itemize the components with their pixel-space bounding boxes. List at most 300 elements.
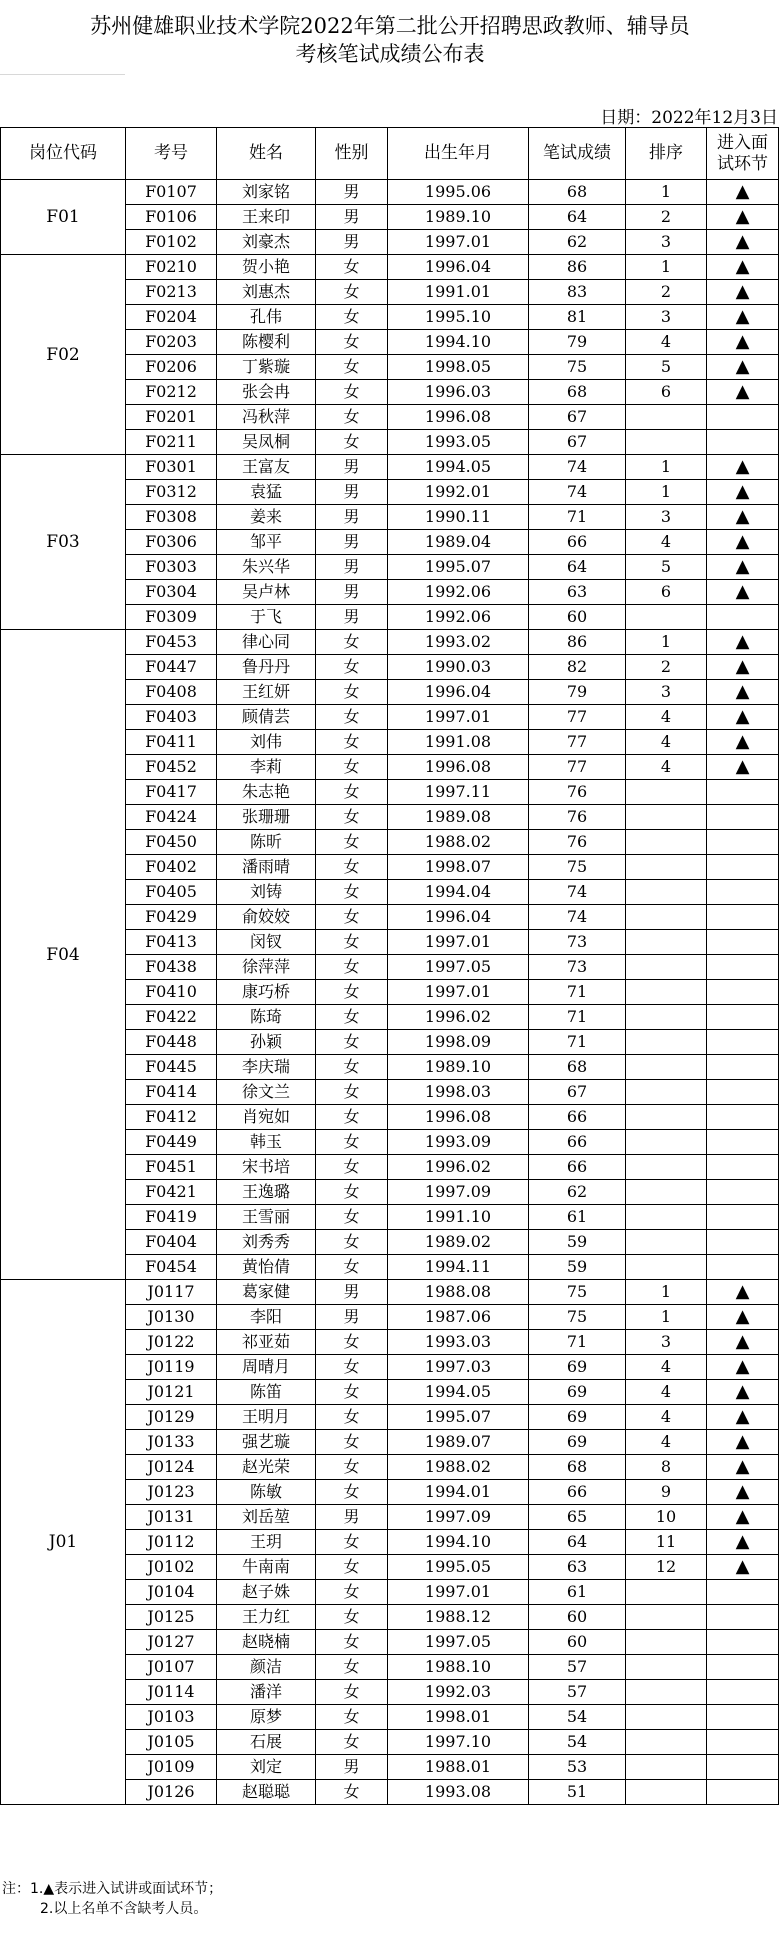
written-score-cell: 51 [529, 1780, 626, 1805]
written-score-cell: 57 [529, 1680, 626, 1705]
rank-cell: 3 [626, 230, 707, 255]
birth-date-cell: 1996.03 [388, 380, 529, 405]
name-cell: 赵晓楠 [217, 1630, 316, 1655]
exam-number-cell: F0422 [126, 1005, 217, 1030]
rank-cell [626, 1055, 707, 1080]
rank-cell [626, 1655, 707, 1680]
rank-cell [626, 1255, 707, 1280]
gender-cell: 女 [316, 780, 388, 805]
gender-cell: 女 [316, 1380, 388, 1405]
rank-cell: 4 [626, 1380, 707, 1405]
interview-mark-cell [707, 280, 779, 305]
gender-cell: 女 [316, 1330, 388, 1355]
rank-cell [626, 1605, 707, 1630]
rank-cell: 1 [626, 480, 707, 505]
gender-cell: 女 [316, 980, 388, 1005]
birth-date-cell: 1993.02 [388, 630, 529, 655]
name-cell: 孔伟 [217, 305, 316, 330]
name-cell: 李莉 [217, 755, 316, 780]
rank-cell: 4 [626, 755, 707, 780]
interview-mark-cell [707, 1430, 779, 1455]
interview-mark-cell [707, 655, 779, 680]
gender-cell: 女 [316, 680, 388, 705]
name-cell: 律心同 [217, 630, 316, 655]
gender-cell: 女 [316, 1230, 388, 1255]
exam-number-cell: F0453 [126, 630, 217, 655]
birth-date-cell: 1996.04 [388, 905, 529, 930]
triangle-icon: ▲ [735, 1381, 750, 1402]
triangle-icon: ▲ [735, 1531, 750, 1552]
birth-date-cell: 1993.05 [388, 430, 529, 455]
birth-date-cell: 1997.10 [388, 1730, 529, 1755]
notes [2, 1879, 222, 1919]
name-cell: 朱志艳 [217, 780, 316, 805]
triangle-icon: ▲ [735, 656, 750, 677]
gender-cell: 女 [316, 1630, 388, 1655]
interview-mark-cell [707, 1005, 779, 1030]
interview-mark-cell [707, 1555, 779, 1580]
rank-cell: 2 [626, 280, 707, 305]
written-score-cell: 71 [529, 1030, 626, 1055]
interview-mark-cell [707, 430, 779, 455]
rank-cell: 1 [626, 255, 707, 280]
written-score-cell: 69 [529, 1430, 626, 1455]
written-score-cell: 81 [529, 305, 626, 330]
interview-mark-cell [707, 455, 779, 480]
birth-date-cell: 1991.10 [388, 1205, 529, 1230]
gender-cell: 女 [316, 1355, 388, 1380]
name-cell: 顾倩芸 [217, 705, 316, 730]
triangle-icon: ▲ [735, 1356, 750, 1377]
birth-date-cell: 1997.01 [388, 980, 529, 1005]
interview-mark-cell [707, 730, 779, 755]
rank-cell [626, 1180, 707, 1205]
rank-cell [626, 805, 707, 830]
rank-cell: 12 [626, 1555, 707, 1580]
triangle-icon: ▲ [735, 1306, 750, 1327]
interview-mark-cell [707, 1130, 779, 1155]
written-score-cell: 73 [529, 955, 626, 980]
rank-cell: 8 [626, 1455, 707, 1480]
gender-cell: 女 [316, 1255, 388, 1280]
name-cell: 康巧桥 [217, 980, 316, 1005]
exam-number-cell: F0201 [126, 405, 217, 430]
table-row [1, 630, 779, 655]
exam-number-cell: F0308 [126, 505, 217, 530]
header-exam-number: 考号 [126, 128, 217, 180]
name-cell: 黄怡倩 [217, 1255, 316, 1280]
interview-mark-cell [707, 930, 779, 955]
exam-number-cell: J0107 [126, 1655, 217, 1680]
written-score-cell: 67 [529, 1080, 626, 1105]
written-score-cell: 62 [529, 230, 626, 255]
birth-date-cell: 1988.08 [388, 1280, 529, 1305]
interview-mark-cell [707, 205, 779, 230]
exam-number-cell: F0102 [126, 230, 217, 255]
written-score-cell: 60 [529, 1605, 626, 1630]
written-score-cell: 69 [529, 1405, 626, 1430]
written-score-cell: 68 [529, 380, 626, 405]
written-score-cell: 59 [529, 1230, 626, 1255]
exam-number-cell: J0119 [126, 1355, 217, 1380]
rank-cell: 4 [626, 730, 707, 755]
gender-cell: 女 [316, 905, 388, 930]
rank-cell [626, 1130, 707, 1155]
name-cell: 王雪丽 [217, 1205, 316, 1230]
interview-mark-cell [707, 1330, 779, 1355]
exam-number-cell: F0448 [126, 1030, 217, 1055]
interview-mark-cell [707, 1155, 779, 1180]
written-score-cell: 67 [529, 405, 626, 430]
written-score-cell: 69 [529, 1355, 626, 1380]
gender-cell: 女 [316, 1780, 388, 1805]
rank-cell: 1 [626, 1280, 707, 1305]
name-cell: 吴卢林 [217, 580, 316, 605]
name-cell: 徐文兰 [217, 1080, 316, 1105]
birth-date-cell: 1992.03 [388, 1680, 529, 1705]
written-score-cell: 76 [529, 780, 626, 805]
exam-number-cell: J0117 [126, 1280, 217, 1305]
triangle-icon: ▲ [735, 1481, 750, 1502]
header-name: 姓名 [217, 128, 316, 180]
birth-date-cell: 1998.03 [388, 1080, 529, 1105]
gender-cell: 女 [316, 855, 388, 880]
interview-mark-cell [707, 330, 779, 355]
exam-number-cell: J0127 [126, 1630, 217, 1655]
written-score-cell: 66 [529, 1480, 626, 1505]
written-score-cell: 74 [529, 905, 626, 930]
rank-cell [626, 1705, 707, 1730]
rank-cell [626, 1005, 707, 1030]
triangle-icon: ▲ [735, 531, 750, 552]
exam-number-cell: F0309 [126, 605, 217, 630]
name-cell: 丁紫璇 [217, 355, 316, 380]
birth-date-cell: 1992.01 [388, 480, 529, 505]
rank-cell: 4 [626, 1355, 707, 1380]
written-score-cell: 57 [529, 1655, 626, 1680]
birth-date-cell: 1996.02 [388, 1005, 529, 1030]
rank-cell [626, 830, 707, 855]
exam-number-cell: F0211 [126, 430, 217, 455]
triangle-icon: ▲ [735, 631, 750, 652]
name-cell: 石展 [217, 1730, 316, 1755]
birth-date-cell: 1997.11 [388, 780, 529, 805]
written-score-cell: 62 [529, 1180, 626, 1205]
name-cell: 肖宛如 [217, 1105, 316, 1130]
birth-date-cell: 1998.01 [388, 1705, 529, 1730]
interview-mark-cell [707, 1355, 779, 1380]
exam-number-cell: F0438 [126, 955, 217, 980]
gender-cell: 女 [316, 1480, 388, 1505]
name-cell: 王玥 [217, 1530, 316, 1555]
rank-cell: 5 [626, 355, 707, 380]
exam-number-cell: F0421 [126, 1180, 217, 1205]
birth-date-cell: 1998.07 [388, 855, 529, 880]
written-score-cell: 64 [529, 1530, 626, 1555]
exam-number-cell: J0109 [126, 1755, 217, 1780]
written-score-cell: 79 [529, 680, 626, 705]
triangle-icon: ▲ [735, 706, 750, 727]
exam-number-cell: F0414 [126, 1080, 217, 1105]
rank-cell [626, 955, 707, 980]
interview-mark-cell [707, 1055, 779, 1080]
exam-number-cell: J0125 [126, 1605, 217, 1630]
written-score-cell: 77 [529, 755, 626, 780]
rank-cell: 6 [626, 580, 707, 605]
triangle-icon: ▲ [735, 1556, 750, 1577]
triangle-icon: ▲ [735, 206, 750, 227]
rank-cell: 5 [626, 555, 707, 580]
rank-cell: 1 [626, 630, 707, 655]
gender-cell: 女 [316, 1655, 388, 1680]
written-score-cell: 71 [529, 980, 626, 1005]
interview-mark-cell [707, 905, 779, 930]
birth-date-cell: 1994.10 [388, 330, 529, 355]
written-score-cell: 83 [529, 280, 626, 305]
exam-number-cell: F0408 [126, 680, 217, 705]
interview-mark-cell [707, 355, 779, 380]
triangle-icon: ▲ [735, 1406, 750, 1427]
interview-mark-cell [707, 1655, 779, 1680]
gender-cell: 女 [316, 330, 388, 355]
gender-cell: 男 [316, 205, 388, 230]
name-cell: 王力红 [217, 1605, 316, 1630]
interview-mark-cell [707, 1405, 779, 1430]
written-score-cell: 68 [529, 180, 626, 205]
rank-cell: 1 [626, 180, 707, 205]
triangle-icon: ▲ [735, 581, 750, 602]
written-score-cell: 54 [529, 1705, 626, 1730]
name-cell: 牛南南 [217, 1555, 316, 1580]
exam-number-cell: F0303 [126, 555, 217, 580]
gender-cell: 女 [316, 630, 388, 655]
header-rank: 排序 [626, 128, 707, 180]
birth-date-cell: 1995.05 [388, 1555, 529, 1580]
written-score-cell: 75 [529, 355, 626, 380]
rank-cell: 3 [626, 305, 707, 330]
written-score-cell: 76 [529, 830, 626, 855]
rank-cell: 11 [626, 1530, 707, 1555]
gender-cell: 女 [316, 730, 388, 755]
triangle-icon: ▲ [735, 556, 750, 577]
birth-date-cell: 1991.08 [388, 730, 529, 755]
interview-mark-cell [707, 1455, 779, 1480]
gender-cell: 女 [316, 1180, 388, 1205]
rank-cell: 4 [626, 1405, 707, 1430]
gender-cell: 女 [316, 1080, 388, 1105]
interview-mark-cell [707, 480, 779, 505]
birth-date-cell: 1996.04 [388, 680, 529, 705]
gender-cell: 女 [316, 1530, 388, 1555]
birth-date-cell: 1995.07 [388, 1405, 529, 1430]
rank-cell [626, 1205, 707, 1230]
written-score-cell: 71 [529, 505, 626, 530]
rank-cell [626, 780, 707, 805]
interview-mark-cell [707, 955, 779, 980]
position-code-cell: F03 [1, 455, 126, 630]
exam-number-cell: F0429 [126, 905, 217, 930]
birth-date-cell: 1989.04 [388, 530, 529, 555]
exam-number-cell: J0131 [126, 1505, 217, 1530]
rank-cell: 3 [626, 505, 707, 530]
rank-cell [626, 605, 707, 630]
gender-cell: 女 [316, 1455, 388, 1480]
birth-date-cell: 1994.04 [388, 880, 529, 905]
name-cell: 冯秋萍 [217, 405, 316, 430]
triangle-icon: ▲ [735, 731, 750, 752]
name-cell: 刘定 [217, 1755, 316, 1780]
gender-cell: 女 [316, 1430, 388, 1455]
exam-number-cell: F0304 [126, 580, 217, 605]
name-cell: 王明月 [217, 1405, 316, 1430]
birth-date-cell: 1988.10 [388, 1655, 529, 1680]
interview-mark-cell [707, 180, 779, 205]
interview-mark-cell [707, 980, 779, 1005]
name-cell: 王富友 [217, 455, 316, 480]
triangle-icon: ▲ [735, 306, 750, 327]
birth-date-cell: 1992.06 [388, 580, 529, 605]
exam-number-cell: J0126 [126, 1780, 217, 1805]
triangle-icon: ▲ [735, 1506, 750, 1527]
rank-cell: 2 [626, 205, 707, 230]
name-cell: 袁猛 [217, 480, 316, 505]
exam-number-cell: F0449 [126, 1130, 217, 1155]
gender-cell: 女 [316, 955, 388, 980]
position-code-cell: F01 [1, 180, 126, 255]
triangle-icon: ▲ [735, 331, 750, 352]
gender-cell: 男 [316, 480, 388, 505]
written-score-cell: 53 [529, 1755, 626, 1780]
gender-cell: 女 [316, 1055, 388, 1080]
birth-date-cell: 1995.10 [388, 305, 529, 330]
gender-cell: 女 [316, 1205, 388, 1230]
triangle-icon: ▲ [735, 681, 750, 702]
name-cell: 刘伟 [217, 730, 316, 755]
exam-number-cell: F0312 [126, 480, 217, 505]
gender-cell: 女 [316, 430, 388, 455]
title-line-1: 苏州健雄职业技术学院2022年第二批公开招聘思政教师、辅导员 [90, 14, 690, 38]
name-cell: 刘惠杰 [217, 280, 316, 305]
gender-cell: 女 [316, 1005, 388, 1030]
name-cell: 潘雨晴 [217, 855, 316, 880]
interview-mark-cell [707, 1580, 779, 1605]
name-cell: 贺小艳 [217, 255, 316, 280]
name-cell: 于飞 [217, 605, 316, 630]
rank-cell [626, 1630, 707, 1655]
exam-number-cell: J0104 [126, 1580, 217, 1605]
exam-number-cell: J0129 [126, 1405, 217, 1430]
gender-cell: 女 [316, 255, 388, 280]
written-score-cell: 66 [529, 1155, 626, 1180]
gender-cell: 男 [316, 605, 388, 630]
rank-cell [626, 1780, 707, 1805]
table-row [1, 255, 779, 280]
triangle-icon: ▲ [735, 231, 750, 252]
gender-cell: 女 [316, 1580, 388, 1605]
exam-number-cell: F0212 [126, 380, 217, 405]
gender-cell: 男 [316, 530, 388, 555]
birth-date-cell: 1994.05 [388, 455, 529, 480]
birth-date-cell: 1997.01 [388, 930, 529, 955]
interview-mark-cell [707, 1180, 779, 1205]
birth-date-cell: 1990.03 [388, 655, 529, 680]
written-score-cell: 63 [529, 1555, 626, 1580]
written-score-cell: 86 [529, 255, 626, 280]
note-2: 2.以上名单不含缺考人员。 [40, 1901, 208, 1917]
rank-cell [626, 855, 707, 880]
publish-date: 日期：2022年12月3日 [600, 108, 778, 128]
written-score-cell: 71 [529, 1005, 626, 1030]
header-gender: 性别 [316, 128, 388, 180]
birth-date-cell: 1996.08 [388, 755, 529, 780]
gender-cell: 女 [316, 1605, 388, 1630]
gender-cell: 女 [316, 1155, 388, 1180]
written-score-cell: 67 [529, 430, 626, 455]
name-cell: 孙颖 [217, 1030, 316, 1055]
interview-mark-cell [707, 755, 779, 780]
name-cell: 陈樱利 [217, 330, 316, 355]
rank-cell: 10 [626, 1505, 707, 1530]
exam-number-cell: F0107 [126, 180, 217, 205]
written-score-cell: 74 [529, 455, 626, 480]
name-cell: 赵光荣 [217, 1455, 316, 1480]
name-cell: 刘岳堃 [217, 1505, 316, 1530]
exam-number-cell: F0454 [126, 1255, 217, 1280]
gender-cell: 女 [316, 755, 388, 780]
exam-number-cell: J0114 [126, 1680, 217, 1705]
gender-cell: 男 [316, 1280, 388, 1305]
interview-mark-cell [707, 555, 779, 580]
birth-date-cell: 1993.08 [388, 1780, 529, 1805]
birth-date-cell: 1994.11 [388, 1255, 529, 1280]
written-score-cell: 69 [529, 1380, 626, 1405]
birth-date-cell: 1993.09 [388, 1130, 529, 1155]
written-score-cell: 71 [529, 1330, 626, 1355]
birth-date-cell: 1989.08 [388, 805, 529, 830]
name-cell: 俞姣姣 [217, 905, 316, 930]
exam-number-cell: J0112 [126, 1530, 217, 1555]
interview-mark-cell [707, 505, 779, 530]
exam-number-cell: J0122 [126, 1330, 217, 1355]
header-position-code: 岗位代码 [1, 128, 126, 180]
birth-date-cell: 1998.09 [388, 1030, 529, 1055]
birth-date-cell: 1997.05 [388, 955, 529, 980]
name-cell: 陈琦 [217, 1005, 316, 1030]
gender-cell: 男 [316, 230, 388, 255]
name-cell: 刘家铭 [217, 180, 316, 205]
exam-number-cell: F0411 [126, 730, 217, 755]
gender-cell: 女 [316, 405, 388, 430]
birth-date-cell: 1988.02 [388, 1455, 529, 1480]
exam-number-cell: F0203 [126, 330, 217, 355]
written-score-cell: 66 [529, 1130, 626, 1155]
name-cell: 鲁丹丹 [217, 655, 316, 680]
rank-cell: 4 [626, 705, 707, 730]
interview-mark-cell [707, 855, 779, 880]
birth-date-cell: 1993.03 [388, 1330, 529, 1355]
interview-mark-cell [707, 1030, 779, 1055]
interview-mark-cell [707, 1280, 779, 1305]
gender-cell: 女 [316, 1730, 388, 1755]
written-score-cell: 54 [529, 1730, 626, 1755]
birth-date-cell: 1997.01 [388, 230, 529, 255]
written-score-cell: 76 [529, 805, 626, 830]
name-cell: 朱兴华 [217, 555, 316, 580]
exam-number-cell: J0103 [126, 1705, 217, 1730]
birth-date-cell: 1997.09 [388, 1505, 529, 1530]
gender-cell: 男 [316, 455, 388, 480]
rank-cell [626, 1580, 707, 1605]
